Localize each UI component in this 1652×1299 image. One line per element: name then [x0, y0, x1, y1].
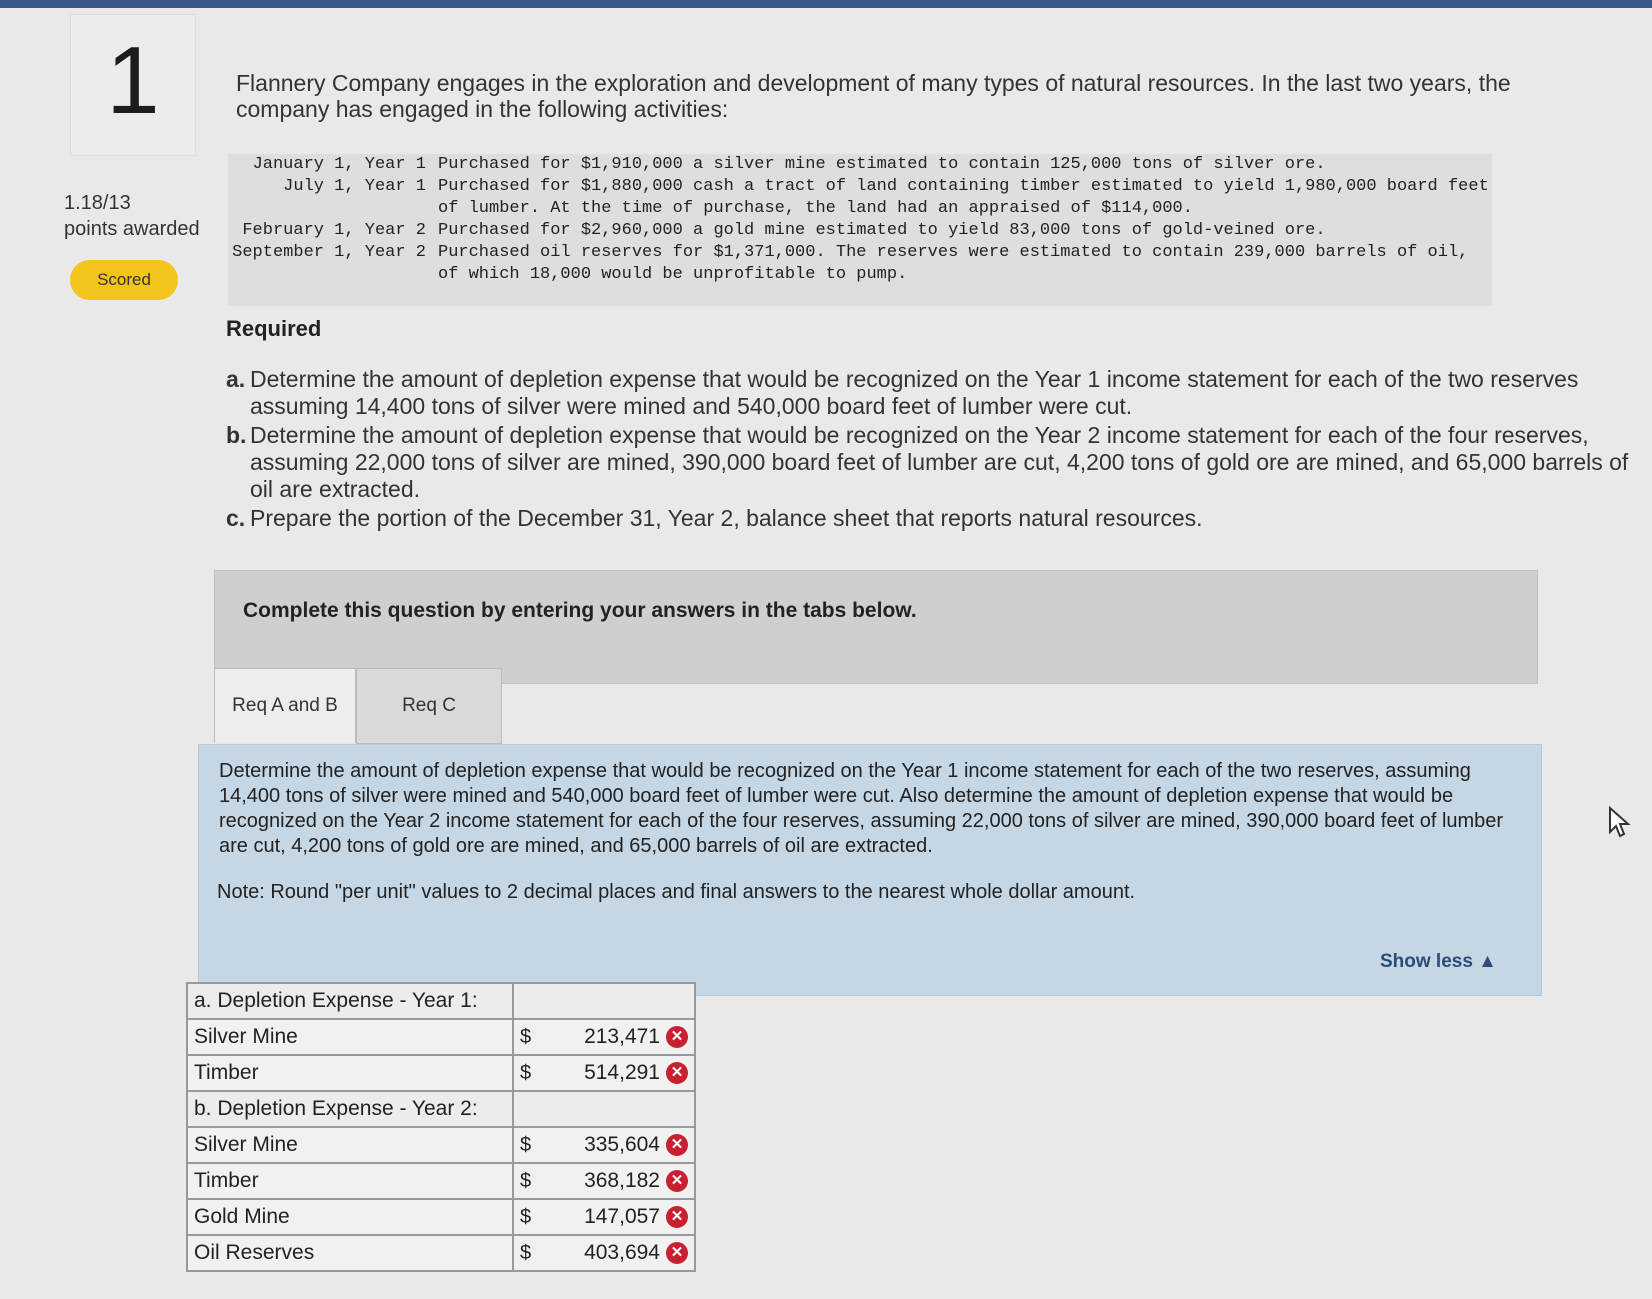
required-list: [226, 366, 1646, 534]
activities-block: [228, 154, 1492, 306]
required-letter: b.: [226, 422, 247, 448]
activity-text: Purchased for $1,880,000 cash a tract of land containing timber estimated to yield 1,980,000 board feet of lumber. At the time of purchase, the land had an appraised of $114,000.: [438, 177, 1489, 218]
row-label: Silver Mine: [187, 1127, 513, 1163]
amount-input[interactable]: 335,604: [584, 1133, 660, 1156]
row-label: Gold Mine: [187, 1199, 513, 1235]
points-awarded: [64, 190, 200, 242]
table-row: [187, 1163, 695, 1199]
table-row: [187, 1199, 695, 1235]
row-label: Timber: [187, 1055, 513, 1091]
show-less-link[interactable]: Show less ▲: [1379, 951, 1497, 972]
currency-symbol: $: [520, 1169, 532, 1192]
status-badge: Scored: [70, 260, 178, 300]
table-row: [187, 1019, 695, 1055]
section-label: b. Depletion Expense - Year 2:: [187, 1091, 513, 1127]
question-number-box: [70, 14, 196, 156]
row-label: Silver Mine: [187, 1019, 513, 1055]
instructions-box: [214, 570, 1538, 684]
points-label: points awarded: [64, 218, 200, 240]
amount-cell[interactable]: [513, 1163, 695, 1199]
required-heading: Required: [226, 316, 322, 341]
amount-cell[interactable]: [513, 1235, 695, 1271]
section-empty-cell: [513, 983, 695, 1019]
table-section-row: [187, 983, 695, 1019]
incorrect-icon: ✕: [666, 1206, 688, 1228]
amount-input[interactable]: 368,182: [584, 1169, 660, 1192]
currency-symbol: $: [520, 1241, 532, 1264]
mouse-cursor-icon: [1608, 806, 1634, 840]
required-letter: c.: [226, 505, 246, 531]
activity-row: [228, 220, 1492, 242]
amount-input[interactable]: 403,694: [584, 1241, 660, 1264]
currency-symbol: $: [520, 1025, 532, 1048]
section-empty-cell: [513, 1091, 695, 1127]
activity-text: Purchased for $2,960,000 a gold mine estimated to yield 83,000 tons of gold-veined ore.: [438, 221, 1326, 240]
incorrect-icon: ✕: [666, 1242, 688, 1264]
prompt-panel: [198, 744, 1542, 996]
activity-text: Purchased for $1,910,000 a silver mine estimated to contain 125,000 tons of silver ore.: [438, 155, 1326, 174]
activity-text: Purchased oil reserves for $1,371,000. The reserves were estimated to contain 239,000 barrels of oil, of which 18,000 would be unprofitable to pump.: [438, 243, 1469, 284]
amount-cell[interactable]: [513, 1055, 695, 1091]
amount-cell[interactable]: [513, 1127, 695, 1163]
tab-req-a-and-b[interactable]: Req A and B: [214, 668, 356, 743]
required-text: Determine the amount of depletion expense that would be recognized on the Year 2 income statement for each of the four reserves, assuming 22,000 tons of silver are mined, 390,000 board feet of lumber are cut, 4,200 tons of gold ore are mined, and 65,000 barrels of oil are extracted.: [250, 422, 1629, 502]
currency-symbol: $: [520, 1061, 532, 1084]
required-letter: a.: [226, 366, 246, 392]
activity-row: [228, 154, 1492, 176]
prompt-note: Note: Round "per unit" values to 2 decimal places and final answers to the nearest whole dollar amount.: [217, 881, 1136, 903]
row-label: Timber: [187, 1163, 513, 1199]
incorrect-icon: ✕: [666, 1170, 688, 1192]
intro-text: Flannery Company engages in the exploration and development of many types of natural resources. In the last two years, the company has engaged in the following activities:: [236, 70, 1511, 122]
activity-date: September 1, Year 2: [232, 243, 426, 262]
incorrect-icon: ✕: [666, 1026, 688, 1048]
incorrect-icon: ✕: [666, 1062, 688, 1084]
top-bar: [0, 0, 1652, 8]
activity-row: [228, 242, 1492, 286]
table-row: [187, 1055, 695, 1091]
question-number: 1: [106, 27, 160, 134]
amount-input[interactable]: 213,471: [584, 1025, 660, 1048]
activity-date: January 1, Year 1: [252, 155, 426, 174]
points-value: 1.18/13: [64, 192, 131, 214]
answer-table: [186, 982, 696, 1272]
table-row: [187, 1127, 695, 1163]
row-label: Oil Reserves: [187, 1235, 513, 1271]
amount-cell[interactable]: [513, 1199, 695, 1235]
table-row: [187, 1235, 695, 1271]
instructions-text: Complete this question by entering your answers in the tabs below.: [243, 599, 917, 622]
activity-date: July 1, Year 1: [283, 177, 426, 196]
incorrect-icon: ✕: [666, 1134, 688, 1156]
required-text: Prepare the portion of the December 31, Year 2, balance sheet that reports natural resources.: [250, 505, 1203, 531]
required-item: [226, 422, 1646, 503]
required-text: Determine the amount of depletion expense that would be recognized on the Year 1 income statement for each of the two reserves assuming 14,400 tons of silver were mined and 540,000 board feet of lumber were cut.: [250, 366, 1579, 419]
required-item: [226, 505, 1646, 532]
amount-input[interactable]: 147,057: [584, 1205, 660, 1228]
section-label: a. Depletion Expense - Year 1:: [187, 983, 513, 1019]
activity-row: [228, 176, 1492, 220]
tab-req-c[interactable]: Req C: [356, 668, 502, 744]
required-item: [226, 366, 1646, 420]
amount-input[interactable]: 514,291: [584, 1061, 660, 1084]
prompt-text: Determine the amount of depletion expense that would be recognized on the Year 1 income statement for each of the two reserves, assuming 14,400 tons of silver were mined and 540,000 board feet of lumber were cut. Also determine the amount of depletion expense that would be recognized on the Year 2 income statement for each of the four reserves, assuming 22,000 tons of silver are mined, 390,000 board feet of lumber are cut, 4,200 tons of gold ore are mined, and 65,000 barrels of oil are extracted.: [219, 760, 1504, 857]
currency-symbol: $: [520, 1205, 532, 1228]
activity-date: February 1, Year 2: [242, 221, 426, 240]
table-section-row: [187, 1091, 695, 1127]
currency-symbol: $: [520, 1133, 532, 1156]
amount-cell[interactable]: [513, 1019, 695, 1055]
